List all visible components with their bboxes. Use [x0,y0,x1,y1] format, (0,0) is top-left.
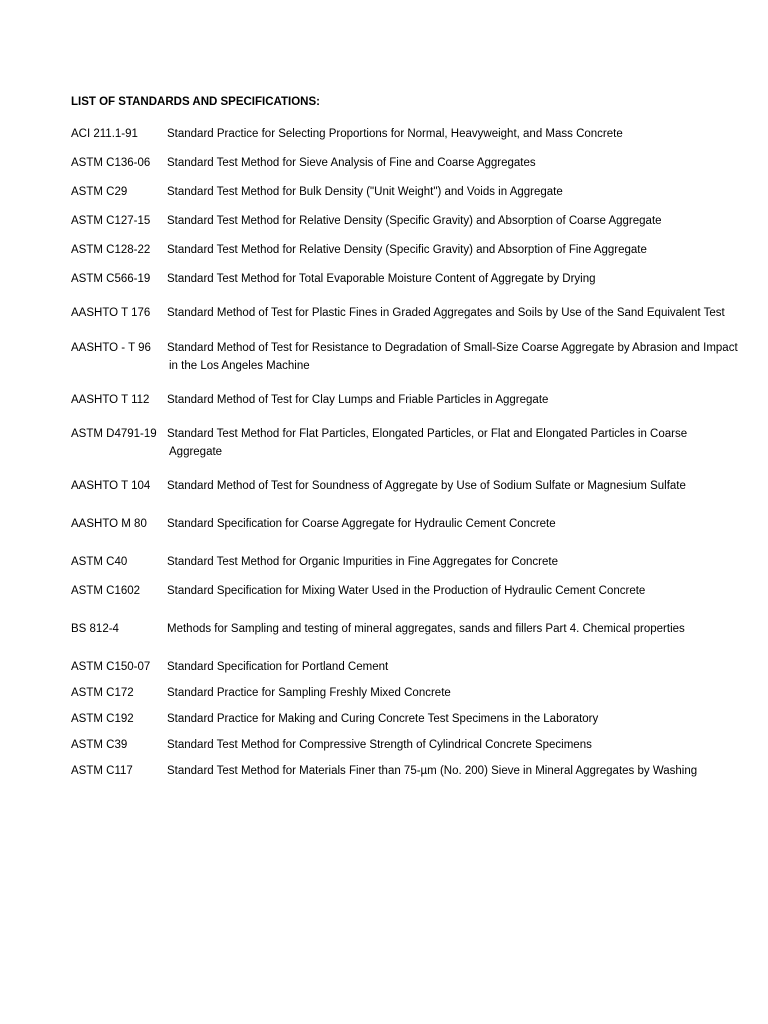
list-item [71,183,741,201]
standard-code: AASHTO T 104 [71,480,151,492]
standard-code: ASTM C39 [71,739,128,751]
list-item [71,241,741,259]
standard-code: BS 812-4 [71,623,119,635]
standard-code: ASTM C1602 [71,585,141,597]
list-item [71,684,741,702]
standard-title: Standard Test Method for Bulk Density ("Unit Weight") and Voids in Aggregate [167,186,563,198]
standard-code: AASHTO T 112 [71,394,150,406]
list-item [71,125,741,143]
standard-code: ASTM C566-19 [71,273,151,285]
standard-title: Standard Specification for Mixing Water Used in the Production of Hydraulic Cement Concrete [167,585,646,597]
list-item [71,339,741,375]
standard-title: Standard Test Method for Compressive Strength of Cylindrical Concrete Specimens [167,739,592,751]
list-item [71,515,741,533]
standard-title: Standard Test Method for Organic Impurities in Fine Aggregates for Concrete [167,556,558,568]
standard-code: ASTM C29 [71,186,128,198]
list-item [71,553,741,571]
standards-list [71,125,741,780]
standard-title: Standard Practice for Sampling Freshly Mixed Concrete [167,687,451,699]
standard-title: Standard Test Method for Relative Density (Specific Gravity) and Absorption of Coarse Aggregate [167,215,662,227]
standard-title: Standard Test Method for Relative Density (Specific Gravity) and Absorption of Fine Aggregate [167,244,647,256]
list-item [71,270,741,288]
list-item [71,212,741,230]
list-item [71,736,741,754]
list-item [71,477,741,495]
list-item [71,391,741,409]
standard-code: ASTM C117 [71,765,133,777]
standard-title: Methods for Sampling and testing of mineral aggregates, sands and fillers Part 4. Chemical properties [167,623,685,635]
standard-code: ASTM C127-15 [71,215,151,227]
standard-code: ASTM C172 [71,687,134,699]
standard-code: AASHTO - T 96 [71,342,151,354]
list-item [71,154,741,172]
standard-title: Standard Method of Test for Plastic Fines in Graded Aggregates and Soils by Use of the Sand Equivalent Test [167,307,725,319]
standard-title: Standard Test Method for Materials Finer than 75-µm (No. 200) Sieve in Mineral Aggregates by Washing [167,765,698,777]
list-item [71,620,741,638]
standard-code: AASHTO M 80 [71,518,147,530]
list-item [71,710,741,728]
list-item [71,658,741,676]
standard-code: ASTM C136-06 [71,157,151,169]
standard-code: ASTM C150-07 [71,661,151,673]
standard-code: ASTM C128-22 [71,244,151,256]
standard-title: Standard Test Method for Sieve Analysis of Fine and Coarse Aggregates [167,157,536,169]
standard-title: Standard Method of Test for Resistance to Degradation of Small-Size Coarse Aggregate by Abrasion and Impact in the Los Angeles Machine [167,342,738,372]
standard-code: ACI 211.1-91 [71,128,138,140]
standard-code: ASTM C40 [71,556,128,568]
list-heading: LIST OF STANDARDS AND SPECIFICATIONS: [71,96,320,108]
standard-code: ASTM C192 [71,713,134,725]
list-item [71,582,741,600]
standard-title: Standard Specification for Portland Cement [167,661,389,673]
standard-title: Standard Practice for Selecting Proportions for Normal, Heavyweight, and Mass Concrete [167,128,623,140]
list-item [71,304,741,322]
document-page [71,95,741,780]
standard-code: AASHTO T 176 [71,307,151,319]
standard-title: Standard Test Method for Total Evaporable Moisture Content of Aggregate by Drying [167,273,596,285]
standard-title: Standard Practice for Making and Curing Concrete Test Specimens in the Laboratory [167,713,599,725]
standard-title: Standard Test Method for Flat Particles, Elongated Particles, or Flat and Elongated Particles in Coarse Aggregate [167,428,688,458]
standard-title: Standard Method of Test for Soundness of Aggregate by Use of Sodium Sulfate or Magnesium Sulfate [167,480,686,492]
standard-title: Standard Method of Test for Clay Lumps and Friable Particles in Aggregate [167,394,549,406]
standard-code: ASTM D4791-19 [71,428,157,440]
list-item [71,425,741,461]
standard-title: Standard Specification for Coarse Aggregate for Hydraulic Cement Concrete [167,518,556,530]
list-item [71,762,741,780]
